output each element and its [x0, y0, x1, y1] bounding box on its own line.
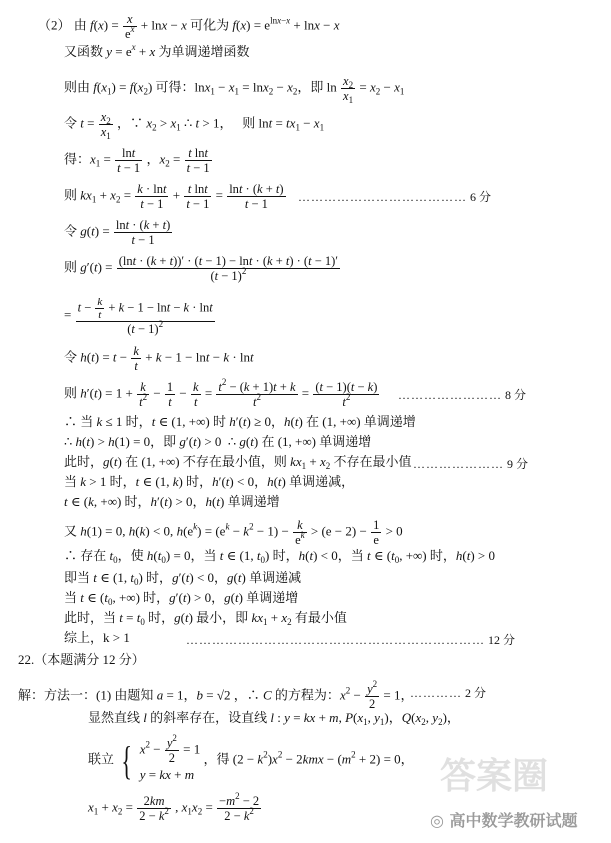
line-5: 得：$x_1$ = $\frac{\ln t}{t - 1}$ ，$x_2$ = $\frac{\text{t lnt}}{t - 1}$: [64, 146, 210, 175]
line-8: 则 g′(t) = $\frac{(\ln t \cdot (k + t))' \cdot (t - 1) - \ln t \cdot (k + t) \cdot (t - 1)'}{(t - 1)^2}$: [64, 254, 339, 283]
score-8: …………………… 8 分: [398, 388, 527, 402]
line-q22-3: 联立 { $x^2$ − $\frac{y^2}{2}$ = 1 y = kx + m ，得 $(2 - k^2)x^2 - 2kmx - (m^2 + 2) = 0$，: [88, 733, 414, 783]
score-9: ………………… 9 分: [413, 457, 529, 471]
score-2: ………… 2 分: [410, 686, 487, 700]
line-3: 则由 $f(x_1) = f(x_2)$ 可得：$\ln x_1 - x_1 = \ln x_2 - x_2$，即 ln $\frac{x_2}{x_1}$ = $x_2 - x_1$: [64, 74, 405, 105]
line-15: 当 k > 1 时，t ∈ (1, k) 时，h′(t) < 0，h(t) 单调递减，: [64, 474, 355, 489]
part-label: （2）: [38, 17, 71, 33]
line-17: 又 h(1) = 0, h(k) < 0, $h(e^k) = (e^k - k^2 - 1)$ − $\frac{k}{e^k}$ > (e − 2) − $\frac{1}{e}$ > 0: [64, 518, 403, 547]
line-2: 又函数 $y = e^x + x$ 为单调递增函数: [64, 42, 250, 59]
line-19: 即当 t ∈ (1, $t_0$) 时，g′(t) < 0，g(t) 单调递减: [64, 570, 302, 587]
line-12: ∴ 当 k ≤ 1 时，t ∈ (1, +∞) 时 h′(t) ≥ 0，h(t) 在 (1, +∞) 单调递增: [64, 414, 416, 429]
line-14: 此时，g(t) 在 (1, +∞) 不存在最小值，则 $kx_1 + x_2$ 不存在最小值: [64, 454, 412, 471]
score-6: ………………………………… 6 分: [298, 190, 492, 204]
line-18: ∴ 存在 $t_0$，使 $h(t_0) = 0$，当 t ∈ (1, $t_0$) 时，h(t) < 0，当 t ∈ ($t_0$, +∞) 时，h(t) > 0: [64, 548, 496, 565]
line-16: t ∈ (k, +∞) 时，h′(t) > 0，h(t) 单调递增: [64, 494, 280, 509]
line-q22-4: $x_1 + x_2$ = $\frac{2km}{2 - k^2}$ , $x_1x_2$ = $\frac{-m^2 - 2}{2 - k^2}$: [88, 791, 260, 823]
line-q22-2: 显然直线 l 的斜率存在，设直线 l : y = kx + m, $P(x_1$, $y_1$)，$Q(x_2$, $y_2$)，: [88, 710, 460, 727]
watermark-source: ◎ 高中数学教研试题: [430, 811, 578, 830]
wechat-icon: ◎: [430, 811, 444, 830]
line-1: （2） 由 f(x) = $\frac{x}{e^x}$ + lnx − x 可化为 $f(x) = e^{lnx-x} + \ln x - x$: [38, 12, 340, 41]
line-q22-1: 解：方法一：(1) 由题知 a = 1，b = √2 ，∴ C 的方程为：$x^2$ − $\frac{y^2}{2}$ = 1，: [18, 679, 414, 711]
line-20: 当 t ∈ ($t_0$, +∞) 时，g′(t) > 0，g(t) 单调递增: [64, 590, 299, 607]
line-7: 令 g(t) = $\frac{\ln t \cdot (k + t)}{t - 1}$: [64, 218, 171, 247]
line-21: 此时，当 $t = t_0$ 时，g(t) 最小，即 $kx_1 + x_2$ 有最小值: [64, 610, 347, 627]
line-4: 令 t = $\frac{x_2}{x_1}$ ，∵ $x_2 > x_1$ ∴ t > 1， 则 $\ln t = tx_1 - x_1$: [64, 110, 325, 141]
line-13: ∴ h(t) > h(1) = 0，即 g′(t) > 0 ∴ g(t) 在 (1, +∞) 单调递增: [64, 434, 372, 449]
watermark-logo: 答案圈: [440, 756, 549, 797]
line-10: 令 h(t) = t − $\frac{k}{t}$ + k − 1 − lnt − k · lnt: [64, 344, 254, 373]
line-6: 则 $kx_1 + x_2$ = $\frac{k \cdot \ln t}{t - 1}$ + $\frac{\text{t lnt}}{t - 1}$ = $\frac{\ln t \cdot (k + t)}{t - 1}$: [64, 182, 284, 211]
conclusion: 综上，k > 1: [64, 630, 130, 645]
line-9: = t − $\frac{k}{t}$ + k − 1 − lnt − k · lnt $(t - 1)^2$: [64, 296, 213, 336]
score-12: …………………………………………………………… 12 分: [186, 633, 516, 647]
q22-title: 22.（本题满分 12 分）: [18, 652, 145, 667]
line-11: 则 h′(t) = 1 + $\frac{k}{t^2}$ − $\frac{1}{t}$ − $\frac{k}{t}$ = $\frac{t^2 - (k + 1)t + k}{t^2}$ = $\frac{(t - 1)(t - k)}{t^2}$: [64, 377, 378, 409]
